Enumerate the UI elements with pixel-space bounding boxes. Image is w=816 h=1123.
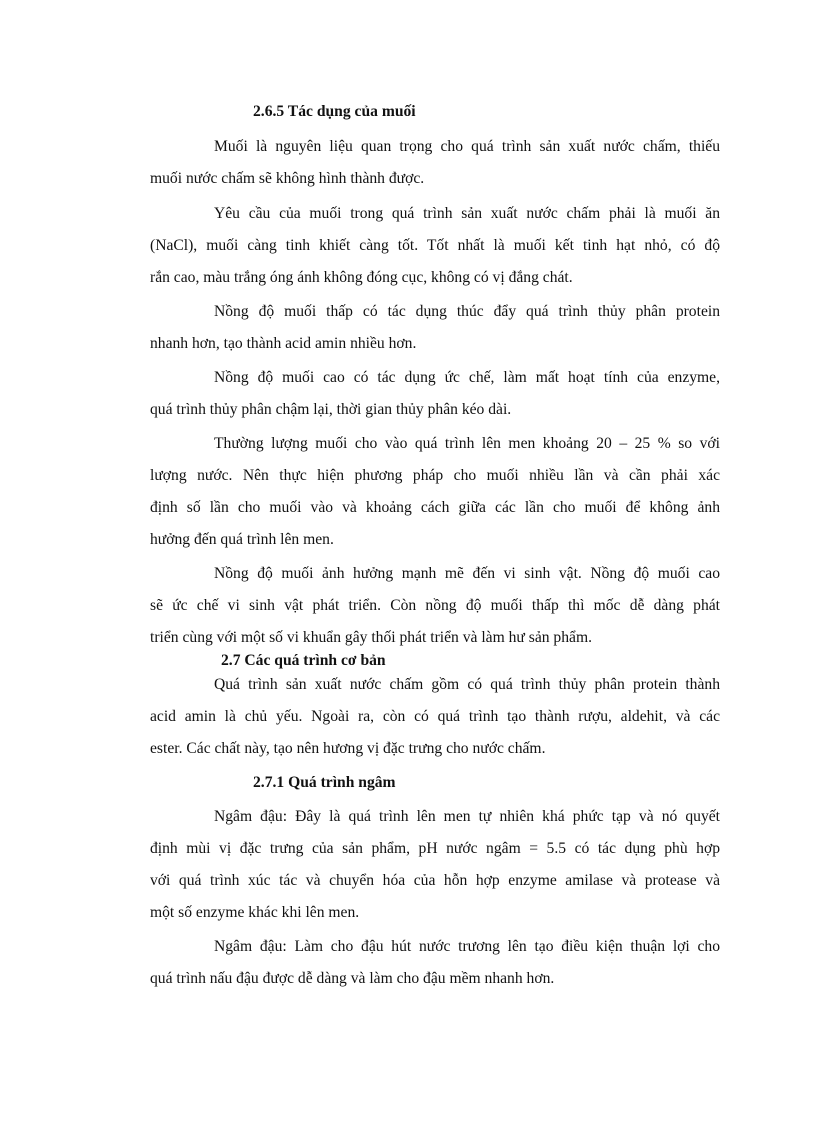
paragraph-line: (NaCl), muối càng tinh khiết càng tốt. Tốt nhất là muối kết tinh hạt nhỏ, có độ: [150, 237, 720, 254]
paragraph-line: Nồng độ muối thấp có tác dụng thúc đẩy quá trình thủy phân protein: [214, 303, 720, 320]
paragraph-line: sẽ ức chế vi sinh vật phát triển. Còn nồng độ muối thấp thì mốc dễ dàng phát: [150, 597, 720, 614]
paragraph-line: Quá trình sản xuất nước chấm gồm có quá trình thủy phân protein thành: [214, 676, 720, 693]
paragraph-line: một số enzyme khác khi lên men.: [150, 904, 360, 921]
paragraph-line: với quá trình xúc tác và chuyển hóa của hỗn hợp enzyme amilase và protease và: [150, 872, 720, 889]
paragraph-line: Thường lượng muối cho vào quá trình lên men khoảng 20 – 25 % so với: [214, 435, 720, 452]
paragraph-line: ester. Các chất này, tạo nên hương vị đặc trưng cho nước chấm.: [150, 740, 546, 757]
paragraph-line: muối nước chấm sẽ không hình thành được.: [150, 170, 425, 187]
paragraph-line: lượng nước. Nên thực hiện phương pháp cho muối nhiều lần và cần phải xác: [150, 467, 720, 484]
paragraph-line: Ngâm đậu: Làm cho đậu hút nước trương lên tạo điều kiện thuận lợi cho: [214, 938, 720, 955]
paragraph-line: quá trình thủy phân chậm lại, thời gian thủy phân kéo dài.: [150, 401, 512, 418]
paragraph-line: triển cùng với một số vi khuẩn gây thối phát triển và làm hư sản phẩm.: [150, 629, 592, 646]
paragraph-line: acid amin là chủ yếu. Ngoài ra, còn có quá trình tạo thành rượu, aldehit, và các: [150, 708, 720, 725]
paragraph-line: Nồng độ muối ảnh hưởng mạnh mẽ đến vi sinh vật. Nồng độ muối cao: [214, 565, 720, 582]
paragraph-line: định số lần cho muối vào và khoảng cách giữa các lần cho muối để không ảnh: [150, 499, 720, 516]
paragraph-line: hưởng đến quá trình lên men.: [150, 531, 334, 548]
paragraph-line: Ngâm đậu: Đây là quá trình lên men tự nhiên khá phức tạp và nó quyết: [214, 808, 720, 825]
paragraph-line: Yêu cầu của muối trong quá trình sản xuất nước chấm phải là muối ăn: [214, 205, 720, 222]
paragraph-line: định mùi vị đặc trưng của sản phẩm, pH nước ngâm = 5.5 có tác dụng phù hợp: [150, 840, 720, 857]
section-heading-2-7-1: 2.7.1 Quá trình ngâm: [253, 774, 396, 791]
paragraph-line: quá trình nấu đậu được dễ dàng và làm cho đậu mềm nhanh hơn.: [150, 970, 555, 987]
paragraph-line: Muối là nguyên liệu quan trọng cho quá trình sản xuất nước chấm, thiếu: [214, 138, 720, 155]
paragraph-line: nhanh hơn, tạo thành acid amin nhiều hơn.: [150, 335, 417, 352]
paragraph-line: Nồng độ muối cao có tác dụng ức chế, làm mất hoạt tính của enzyme,: [214, 369, 720, 386]
section-heading-2-6-5: 2.6.5 Tác dụng của muối: [253, 103, 416, 120]
paragraph-line: rắn cao, màu trắng óng ánh không đóng cục, không có vị đắng chát.: [150, 269, 573, 286]
section-heading-2-7: 2.7 Các quá trình cơ bản: [221, 652, 386, 669]
